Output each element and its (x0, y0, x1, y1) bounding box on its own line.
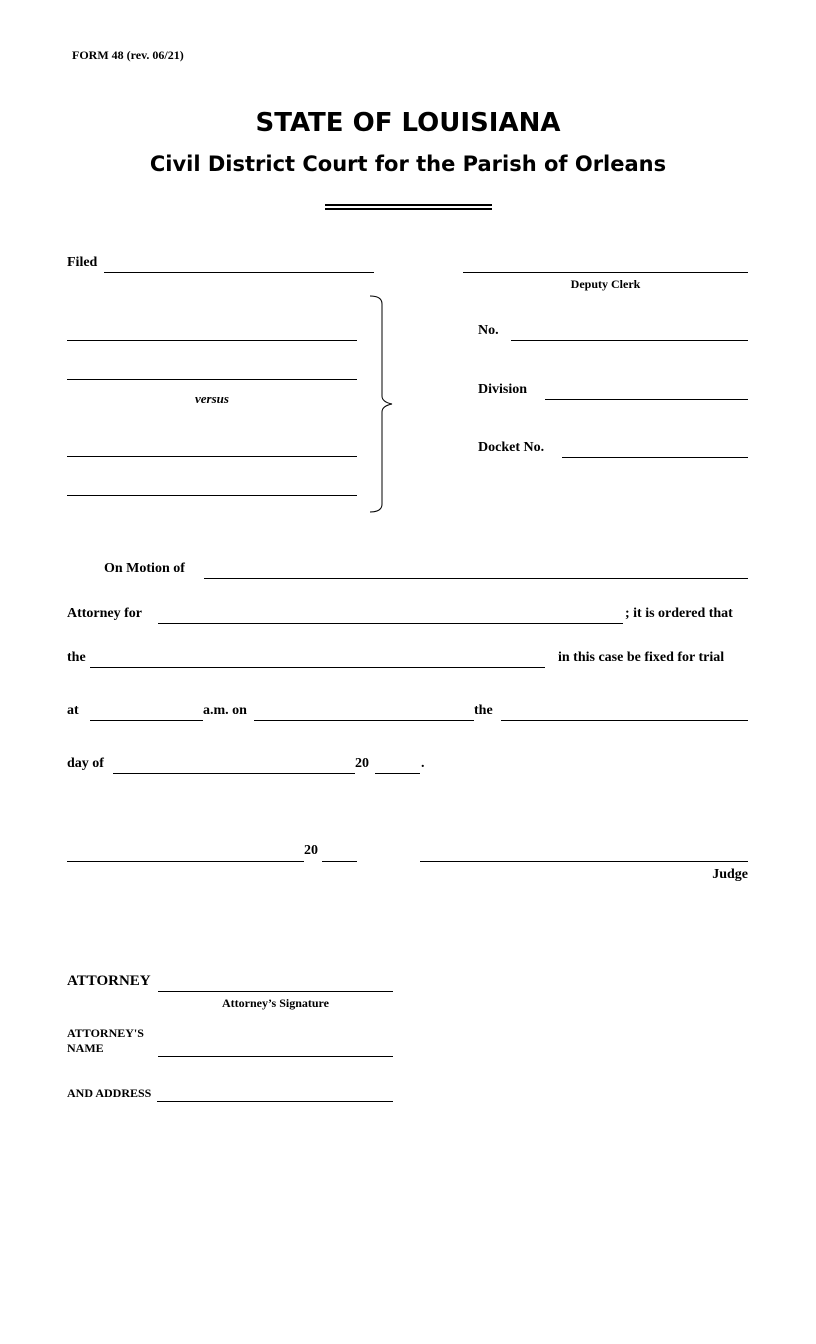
signing-year-prefix: 20 (304, 843, 318, 858)
attorney-signature-field[interactable] (158, 972, 393, 992)
judge-caption: Judge (712, 867, 748, 882)
deputy-clerk-signature-field[interactable] (463, 253, 748, 273)
at-label: at (67, 703, 79, 718)
plaintiff-line-2[interactable] (67, 360, 357, 380)
attorney-for-field[interactable] (158, 604, 623, 624)
attorney-signature-caption: Attorney’s Signature (222, 996, 329, 1010)
header-rule-top (325, 204, 492, 206)
weekday-field[interactable] (254, 701, 474, 721)
case-number-field[interactable] (511, 321, 748, 341)
division-field[interactable] (545, 380, 748, 400)
month-field[interactable] (113, 754, 355, 774)
attorney-for-label: Attorney for (67, 606, 143, 621)
year-field[interactable] (375, 754, 420, 774)
day-field[interactable] (501, 701, 748, 721)
signing-year-field[interactable] (322, 842, 357, 862)
the-label-2: the (474, 703, 493, 718)
plaintiff-line-1[interactable] (67, 321, 357, 341)
signing-date-field[interactable] (67, 842, 304, 862)
movant-field[interactable] (204, 559, 748, 579)
attorney-label: ATTORNEY (67, 973, 151, 989)
attorney-name-label (67, 1026, 144, 1056)
year-prefix-label: 20 (355, 756, 369, 771)
attorney-name-label-line-2: NAME (67, 1041, 104, 1055)
fixed-for-trial-text: in this case be fixed for trial (558, 650, 725, 665)
time-field[interactable] (90, 701, 203, 721)
docket-number-label: Docket No. (478, 440, 545, 455)
on-motion-label: On Motion of (104, 561, 185, 576)
header-rule-bottom (325, 208, 492, 210)
attorney-address-field[interactable] (157, 1082, 393, 1102)
defendant-line-1[interactable] (67, 437, 357, 457)
period-mark: . (421, 756, 425, 771)
am-on-label: a.m. on (203, 703, 247, 718)
page-title: STATE OF LOUISIANA (255, 108, 561, 138)
court-name: Civil District Court for the Parish of Orleans (149, 152, 667, 176)
deputy-clerk-caption: Deputy Clerk (570, 277, 641, 291)
ordered-that-text: ; it is ordered that (625, 606, 733, 621)
filed-date-field[interactable] (104, 253, 374, 273)
attorney-name-field[interactable] (158, 1037, 393, 1057)
docket-number-field[interactable] (562, 438, 748, 458)
matter-field[interactable] (90, 648, 545, 668)
the-label-1: the (67, 650, 86, 665)
form-number: FORM 48 (rev. 06/21) (72, 48, 184, 62)
caption-bracket (366, 292, 396, 518)
defendant-line-2[interactable] (67, 476, 357, 496)
attorney-name-label-line-1: ATTORNEY'S (67, 1026, 144, 1040)
attorney-address-label: AND ADDRESS (67, 1086, 152, 1100)
versus-label: versus (195, 391, 229, 406)
division-label: Division (478, 382, 528, 397)
judge-signature-field[interactable] (420, 842, 748, 862)
day-of-label: day of (67, 756, 104, 771)
case-number-label: No. (478, 323, 499, 338)
filed-label: Filed (67, 255, 98, 270)
